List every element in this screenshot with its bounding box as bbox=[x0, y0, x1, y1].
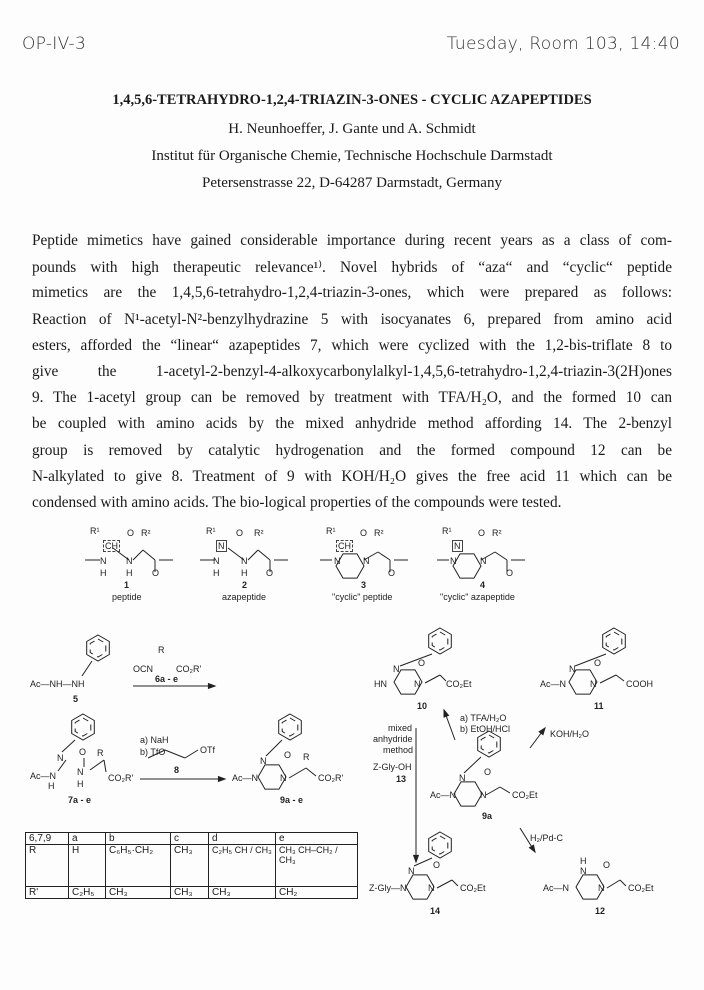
cooh-label: COOH bbox=[626, 679, 653, 689]
bond bbox=[620, 880, 626, 886]
bond bbox=[165, 750, 185, 758]
body-line: give the 1-acetyl-2-benzyl-4-alkoxycarbonylalkyl-1,4,5,6-tetrahydro-1,2,4-triazin-3(2H)ones bbox=[32, 363, 672, 380]
compound-number: 8 bbox=[174, 765, 180, 775]
ac-label: Ac—N bbox=[540, 679, 567, 689]
arrow-head bbox=[529, 845, 535, 852]
compound-number: 5 bbox=[73, 694, 79, 704]
table-cell: CH₃ bbox=[171, 887, 209, 899]
n-label: N bbox=[569, 664, 576, 674]
reagent-step-a: a) NaH bbox=[140, 735, 169, 745]
box-label: N bbox=[454, 541, 461, 551]
body-line: pounds with high therapeutic relevance¹⁾. Novel hybrids of “aza“ and “cyclic“ peptide bbox=[32, 259, 672, 276]
aromatic-bond bbox=[432, 632, 448, 650]
n-label: N bbox=[100, 556, 107, 566]
n-label: N bbox=[213, 556, 220, 566]
compound-name: "cyclic" azapeptide bbox=[440, 592, 515, 602]
o-label: O bbox=[478, 528, 486, 538]
co2et-label: CO₂Et bbox=[446, 679, 472, 689]
n-label: N bbox=[590, 679, 597, 689]
deprotection-step-b: b) EtOH/HCl bbox=[460, 724, 511, 734]
table-cell: R bbox=[26, 845, 69, 887]
arrow-head bbox=[444, 710, 449, 717]
n-label: N bbox=[480, 790, 487, 800]
body-line: be coupled with amino acids by the mixed anhydride method affording 14. The 2-benzyl bbox=[32, 415, 672, 432]
box-label: N bbox=[218, 541, 225, 551]
o-label: O bbox=[127, 528, 135, 538]
bond bbox=[62, 740, 75, 752]
arrow-head bbox=[414, 855, 419, 862]
session-time: Tuesday, Room 103, 14:40 bbox=[446, 34, 680, 54]
o-label: O bbox=[388, 568, 396, 578]
r1-label: R¹ bbox=[90, 526, 100, 536]
compound-number: 9a bbox=[482, 811, 493, 821]
bond bbox=[143, 550, 155, 560]
table-header-row bbox=[26, 833, 358, 845]
body-line: Reaction of N¹-acetyl-N²-benzylhydrazine 5 with isocyanates 6, prepared from amino acid bbox=[32, 311, 672, 328]
substituent-table bbox=[25, 832, 358, 899]
bond bbox=[400, 654, 432, 666]
compound-number: 7a - e bbox=[68, 795, 92, 805]
reagent-label: Z-Gly-OH bbox=[373, 762, 412, 772]
arrow-head bbox=[208, 684, 215, 689]
n-label: N bbox=[598, 883, 605, 893]
table-cell: e bbox=[276, 833, 358, 845]
o-label: O bbox=[79, 747, 87, 757]
bond bbox=[378, 552, 390, 560]
bond bbox=[486, 787, 500, 795]
authors: H. Neunhoeffer, J. Gante und A. Schmidt bbox=[228, 121, 476, 137]
table-cell: H bbox=[69, 845, 106, 887]
n-label: N bbox=[428, 883, 435, 893]
reagent-step-b: b) TfO bbox=[140, 747, 166, 757]
r-label: R bbox=[158, 645, 165, 655]
bond bbox=[575, 654, 606, 666]
bond bbox=[600, 675, 616, 683]
n-label: N bbox=[126, 556, 133, 566]
aromatic-bond bbox=[481, 735, 497, 753]
r-label: R bbox=[303, 752, 310, 762]
box-label: CH bbox=[105, 541, 118, 551]
n-label: N bbox=[260, 756, 267, 766]
table-cell: CH₃ bbox=[209, 887, 276, 899]
h-label: H bbox=[213, 568, 220, 578]
n-label: N bbox=[459, 773, 466, 783]
otf-label: OTf bbox=[200, 745, 215, 755]
table-cell: C₂H₅ bbox=[69, 887, 106, 899]
table-cell: CH₂ bbox=[276, 887, 358, 899]
o-label: O bbox=[603, 860, 611, 870]
table-cell: CH₃ CH–CH₂ / CH₃ bbox=[276, 845, 358, 887]
bond bbox=[500, 787, 510, 793]
aromatic-bond bbox=[432, 836, 448, 854]
co2et-label: CO₂Et bbox=[460, 883, 486, 893]
zgly-label: Z-Gly—N bbox=[369, 883, 407, 893]
n-label: N bbox=[408, 866, 415, 876]
bond bbox=[425, 675, 440, 683]
body-line: group is removed by catalytic hydrogenation and the formed compound 12 can be bbox=[32, 442, 672, 459]
compound-number: 1 bbox=[124, 580, 130, 590]
table-cell: a bbox=[69, 833, 106, 845]
arrow-head bbox=[539, 728, 545, 735]
table-cell: CH₃ bbox=[171, 845, 209, 887]
bond bbox=[495, 552, 507, 560]
n-label: N bbox=[580, 866, 587, 876]
compound-number: 2 bbox=[242, 580, 248, 590]
session-code: OP-IV-3 bbox=[22, 34, 87, 54]
compound-5-formula: Ac—NH—NH bbox=[30, 679, 85, 689]
body-line: mimetics are the 1,4,5,6-tetrahydro-1,2,4-triazin-3-ones, which were prepared as follows: bbox=[32, 284, 672, 301]
table-cell: c bbox=[171, 833, 209, 845]
ac-label: Ac—N bbox=[232, 773, 259, 783]
bond bbox=[248, 550, 258, 560]
bond bbox=[258, 550, 270, 560]
h-label: H bbox=[48, 781, 55, 791]
table-cell: b bbox=[106, 833, 171, 845]
body-line: condensed with amino acids. The bio-logical properties of the compounds were tested. bbox=[32, 494, 562, 511]
co2et-label: CO₂Et bbox=[512, 790, 538, 800]
bond bbox=[452, 880, 458, 886]
arrow-head bbox=[218, 777, 225, 782]
co2et-label: CO₂Et bbox=[628, 883, 654, 893]
n-label: N bbox=[393, 664, 400, 674]
o-label: O bbox=[506, 568, 514, 578]
compound-number: 11 bbox=[594, 701, 604, 711]
bond bbox=[437, 880, 452, 888]
paper-title: 1,4,5,6-TETRAHYDRO-1,2,4-TRIAZIN-3-ONES - CYCLIC AZAPEPTIDES bbox=[112, 92, 592, 108]
aromatic-bond bbox=[282, 718, 298, 736]
table-row bbox=[26, 845, 358, 887]
aromatic-bond bbox=[75, 718, 91, 736]
triazinone-ring bbox=[453, 554, 481, 578]
h-label: H bbox=[126, 568, 133, 578]
body-line: esters, afforded the “linear“ azapeptides 7, which were cyclized with the 1,2-bis-triflate 8 to bbox=[32, 337, 672, 354]
bond bbox=[133, 550, 143, 560]
o-label: O bbox=[360, 528, 368, 538]
ac-label: Ac—N bbox=[543, 883, 570, 893]
compound-name: azapeptide bbox=[222, 592, 267, 602]
conditions-line: mixed bbox=[388, 723, 413, 733]
r2-label: R² bbox=[374, 528, 384, 538]
ac-label: Ac—N bbox=[30, 771, 57, 781]
h-label: H bbox=[580, 856, 587, 866]
body-line: N-alkylated to give 8. Treatment of 9 with KOH/H₂O gives the free acid 11 which can be bbox=[32, 468, 672, 485]
r2-label: R² bbox=[141, 528, 151, 538]
o-label: O bbox=[418, 658, 426, 668]
bond bbox=[82, 661, 92, 676]
bond bbox=[616, 675, 624, 681]
co2r-label: CO₂R' bbox=[176, 664, 202, 674]
conditions-line: method bbox=[383, 745, 414, 755]
n-label: N bbox=[57, 753, 64, 763]
compound-number: 10 bbox=[417, 701, 428, 711]
bond bbox=[607, 880, 620, 888]
h-label: H bbox=[241, 568, 248, 578]
table-cell: R' bbox=[26, 887, 69, 899]
n-label: N bbox=[363, 556, 370, 566]
table-cell: 6,7,9 bbox=[26, 833, 69, 845]
r1-label: R¹ bbox=[326, 526, 336, 536]
o-label: O bbox=[152, 568, 160, 578]
compound-number: 4 bbox=[480, 580, 486, 590]
o-label: O bbox=[484, 767, 492, 777]
deprotection-step-a: a) TFA/H₂O bbox=[460, 713, 507, 723]
co2r-label: CO₂R' bbox=[108, 773, 134, 783]
h-label: H bbox=[77, 779, 84, 789]
n-label: N bbox=[280, 773, 287, 783]
compound-number: 14 bbox=[430, 906, 441, 916]
r1-label: R¹ bbox=[206, 526, 216, 536]
compound-number: 12 bbox=[595, 906, 606, 916]
bond bbox=[90, 760, 104, 770]
n-label: N bbox=[77, 767, 84, 777]
n-label: N bbox=[414, 679, 421, 689]
aromatic-bond bbox=[90, 639, 106, 657]
table-cell: CH₃ bbox=[106, 887, 171, 899]
compound-number: 9a - e bbox=[280, 795, 304, 805]
compound-number: 6a - e bbox=[155, 674, 179, 684]
triazinone-ring bbox=[454, 782, 482, 806]
compound-number: 13 bbox=[396, 774, 407, 784]
n-label: N bbox=[480, 556, 487, 566]
bond bbox=[185, 750, 198, 758]
table-cell: C₂H₅ CH / CH₃ bbox=[209, 845, 276, 887]
hn-label: HN bbox=[374, 679, 387, 689]
o-label: O bbox=[236, 528, 244, 538]
bond bbox=[464, 757, 481, 773]
compound-name: peptide bbox=[112, 592, 142, 602]
o-label: O bbox=[594, 658, 602, 668]
bond bbox=[306, 768, 316, 776]
r2-label: R² bbox=[254, 528, 264, 538]
body-line: 9. The 1-acetyl group can be removed by treatment with TFA/H₂O, and the formed 10 can bbox=[32, 389, 672, 406]
r1-label: R¹ bbox=[442, 526, 452, 536]
o-label: O bbox=[433, 860, 441, 870]
institute: Institut für Organische Chemie, Technische Hochschule Darmstadt bbox=[151, 148, 553, 164]
n-label: N bbox=[450, 556, 457, 566]
aromatic-bond bbox=[606, 632, 622, 650]
conditions-line: anhydride bbox=[373, 734, 413, 744]
o-label: O bbox=[266, 568, 274, 578]
n-label: N bbox=[241, 556, 248, 566]
o-label: O bbox=[284, 750, 292, 760]
address: Petersenstrasse 22, D-64287 Darmstadt, Germany bbox=[202, 175, 502, 191]
table-cell: d bbox=[209, 833, 276, 845]
box-label: CH bbox=[338, 541, 351, 551]
hydrogenation-reagent: H₂/Pd-C bbox=[530, 833, 563, 843]
compound-number: 3 bbox=[361, 580, 367, 590]
hydrolysis-reagent: KOH/H₂O bbox=[550, 729, 589, 739]
bond bbox=[104, 760, 106, 772]
ac-label: Ac—N bbox=[430, 790, 457, 800]
bond bbox=[289, 768, 306, 778]
r2-label: R² bbox=[492, 528, 502, 538]
table-cell: C₆H₅·CH₂ bbox=[106, 845, 171, 887]
h-label: H bbox=[100, 568, 107, 578]
n-label: N bbox=[334, 556, 341, 566]
bond bbox=[266, 740, 282, 756]
co2r-label: CO₂R' bbox=[318, 773, 344, 783]
body-line: Peptide mimetics have gained considerable importance during recent years as a class of com- bbox=[32, 232, 672, 249]
table-row bbox=[26, 887, 358, 899]
r-label: R bbox=[97, 748, 104, 758]
compound-name: "cyclic" peptide bbox=[332, 592, 393, 602]
ocn-label: OCN bbox=[133, 664, 153, 674]
